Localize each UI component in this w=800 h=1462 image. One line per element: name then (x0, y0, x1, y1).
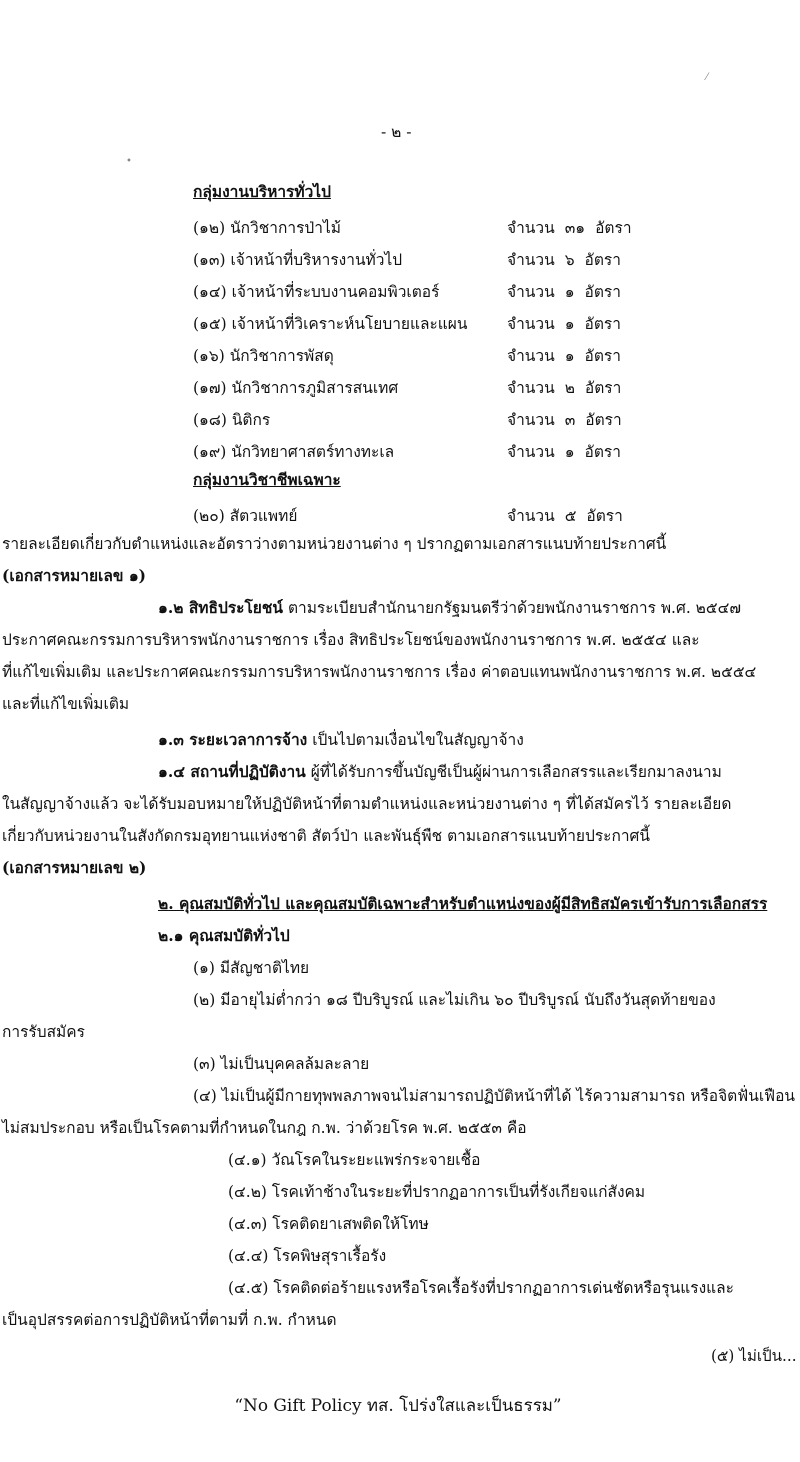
position-row (0, 340, 800, 370)
position-row (0, 244, 800, 274)
position-count: จำนวน ๓ อัตรา (507, 411, 622, 429)
position-count: จำนวน ๑ อัตรา (507, 347, 621, 365)
qualification-item: (๔) ไม่เป็นผู้มีกายทุพพลภาพจนไม่สามารถปฏิบัติหน้าที่ได้ ไร้ความสามารถ หรือจิตฟั่นเฟือน (193, 1087, 795, 1105)
position-name: (๒๐) สัตวแพทย์ (193, 507, 298, 525)
detail-text: รายละเอียดเกี่ยวกับตำแหน่งและอัตราว่างตามหน่วยงานต่าง ๆ ปรากฏตามเอกสารแนบท้ายประกาศนี้ (2, 535, 667, 553)
qualification-item: (๒) มีอายุไม่ต่ำกว่า ๑๘ ปีบริบูรณ์ และไม่เกิน ๖๐ ปีบริบูรณ์ นับถึงวันสุดท้ายของ (193, 991, 716, 1009)
section-1-4-line-3: เกี่ยวกับหน่วยงานในสังกัดกรมอุทยานแห่งชาติ สัตว์ป่า และพันธุ์พืช ตามเอกสารแนบท้ายประกาศนี้ (2, 827, 650, 845)
position-row (0, 436, 800, 466)
section-2-1-heading: ๒.๑ คุณสมบัติทั่วไป (158, 926, 290, 945)
position-name: (๑๖) นักวิชาการพัสดุ (193, 347, 334, 365)
group-heading-general-admin: กลุ่มงานบริหารทั่วไป (193, 182, 331, 201)
position-count: จำนวน ๓๑ อัตรา (507, 219, 632, 237)
disease-item: (๔.๔) โรคพิษสุราเรื้อรัง (228, 1247, 387, 1265)
qualification-item-cont: ไม่สมประกอบ หรือเป็นโรคตามที่กำหนดในกฎ ก.พ. ว่าด้วยโรค พ.ศ. ๒๕๕๓ คือ (2, 1119, 527, 1137)
section-1-4-heading: ๑.๔ สถานที่ปฏิบัติงาน (158, 762, 306, 781)
position-row (0, 500, 800, 530)
scan-mark: ⁄ (706, 72, 708, 83)
position-count: จำนวน ๑ อัตรา (507, 315, 621, 333)
position-name: (๑๙) นักวิทยาศาสตร์ทางทะเล (193, 443, 395, 461)
section-1-2-line-3: ที่แก้ไขเพิ่มเติม และประกาศคณะกรรมการบริหารพนักงานราชการ เรื่อง ค่าตอบแทนพนักงานราชการ พ.ศ. ๒๕๕๔ (2, 663, 757, 681)
section-1-3: ๑.๓ ระยะเวลาการจ้าง เป็นไปตามเงื่อนไขในสัญญาจ้าง (158, 730, 524, 749)
position-name: (๑๘) นิติกร (193, 411, 271, 429)
footer-slogan: “No Gift Policy ทส. โปร่งใสและเป็นธรรม” (234, 1396, 562, 1416)
disease-item: (๔.๑) วัณโรคในระยะแพร่กระจายเชื้อ (228, 1151, 481, 1169)
section-1-2-heading: ๑.๒ สิทธิประโยชน์ (158, 598, 283, 617)
position-count: จำนวน ๖ อัตรา (507, 251, 621, 269)
section-1-2-line-2: ประกาศคณะกรรมการบริหารพนักงานราชการ เรื่อง สิทธิประโยชน์ของพนักงานราชการ พ.ศ. ๒๕๕๔ และ (2, 631, 700, 649)
position-row (0, 372, 800, 402)
section-2-heading: ๒. คุณสมบัติทั่วไป และคุณสมบัติเฉพาะสำหรับตำแหน่งของผู้มีสิทธิสมัครเข้ารับการเลือกสรร (158, 894, 768, 913)
section-1-2-line-1: ๑.๒ สิทธิประโยชน์ ตามระเบียบสำนักนายกรัฐมนตรีว่าด้วยพนักงานราชการ พ.ศ. ๒๕๔๗ (158, 598, 742, 617)
position-count: จำนวน ๑ อัตรา (507, 283, 621, 301)
continued-text: (๕) ไม่เป็น... (710, 1347, 797, 1365)
position-name: (๑๒) นักวิชาการป่าไม้ (193, 219, 341, 237)
section-1-2-line-4: และที่แก้ไขเพิ่มเติม (2, 695, 130, 713)
position-row (0, 308, 800, 338)
position-row (0, 212, 800, 242)
disease-item: (๔.๓) โรคติดยาเสพติดให้โทษ (228, 1215, 429, 1233)
qualification-item: (๑) มีสัญชาติไทย (193, 959, 310, 977)
position-row (0, 276, 800, 306)
disease-item-cont: เป็นอุปสรรคต่อการปฏิบัติหน้าที่ตามที่ ก.พ. กำหนด (2, 1311, 337, 1329)
position-name: (๑๗) นักวิชาการภูมิสารสนเทศ (193, 379, 399, 397)
group-heading-professional: กลุ่มงานวิชาชีพเฉพาะ (193, 470, 341, 489)
section-1-4-line-2: ในสัญญาจ้างแล้ว จะได้รับมอบหมายให้ปฏิบัติหน้าที่ตามตำแหน่งและหน่วยงานต่าง ๆ ที่ได้สมัครไว้ รายละเอียด (2, 795, 732, 813)
position-count: จำนวน ๒ อัตรา (507, 379, 622, 397)
scan-dot: • (126, 156, 132, 167)
section-1-4-line-1: ๑.๔ สถานที่ปฏิบัติงาน ผู้ที่ได้รับการขึ้นบัญชีเป็นผู้ผ่านการเลือกสรรและเรียกมาลงนาม (158, 762, 722, 781)
qualification-item-cont: การรับสมัคร (2, 1023, 85, 1041)
position-name: (๑๕) เจ้าหน้าที่วิเคราะห์นโยบายและแผน (193, 315, 468, 333)
qualification-item: (๓) ไม่เป็นบุคคลล้มละลาย (193, 1055, 370, 1073)
position-count: จำนวน ๑ อัตรา (507, 443, 621, 461)
position-name: (๑๓) เจ้าหน้าที่บริหารงานทั่วไป (193, 251, 403, 269)
position-count: จำนวน ๕ อัตรา (507, 507, 623, 525)
position-name: (๑๔) เจ้าหน้าที่ระบบงานคอมพิวเตอร์ (193, 283, 440, 301)
disease-item: (๔.๒) โรคเท้าช้างในระยะที่ปรากฏอาการเป็นที่รังเกียจแก่สังคม (228, 1183, 646, 1201)
position-row (0, 404, 800, 434)
page-number: - ๒ - (381, 123, 412, 141)
document-ref-2: (เอกสารหมายเลข ๒) (2, 858, 147, 877)
disease-item: (๔.๕) โรคติดต่อร้ายแรงหรือโรคเรื้อรังที่ปรากฏอาการเด่นชัดหรือรุนแรงและ (228, 1279, 734, 1297)
section-1-3-heading: ๑.๓ ระยะเวลาการจ้าง (158, 730, 308, 749)
document-ref-1: (เอกสารหมายเลข ๑) (2, 566, 146, 585)
